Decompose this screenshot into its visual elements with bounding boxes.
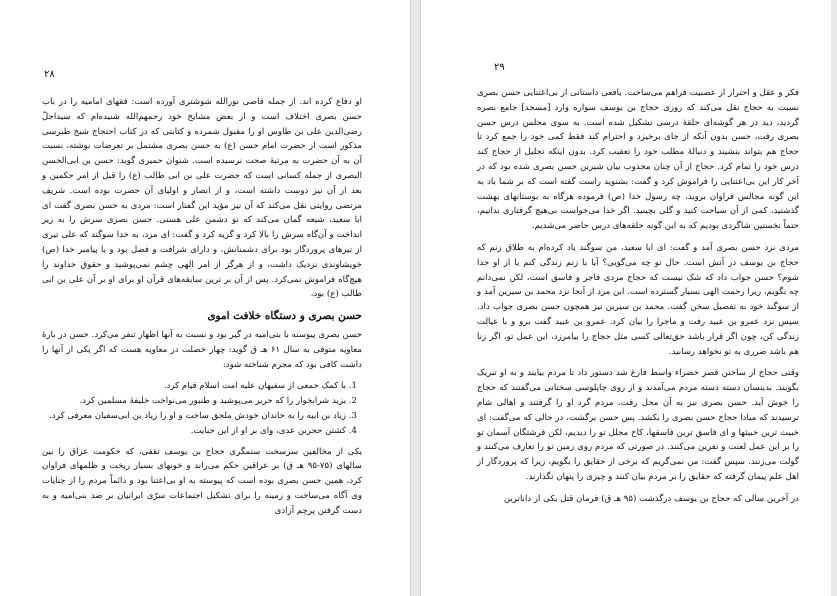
page-number: ۲۸ [44, 69, 55, 80]
numbered-list [42, 379, 362, 438]
section-heading: حسن بصری و دستگاه خلافت اموی [207, 310, 362, 323]
body-paragraph: وقتی حجاج از ساختن قصر خضراء واسط فارغ شد دستور داد تا مردم بیایند و به او تبریک بگویند. بدینسان دسته دسته مردم می‌آمدند و از روی چاپلوسی سخنانی می‌گفتند که حجاج را خوش آید. حسن بصری نیز به آن محل رفت. مردم گرد او را گرفتند و اهالی شام ترسیدند که مبادا حجاج حسن بصری را بکشد. پس حسن برگشت، در حالی که می‌گفت: ای خبیث ترین خبیثها و ای فاسق ترین فاسقها، کاخ مجلل تو را دیدیم، لکن فرشتگان آسمان تو را بر این عمل لعنت و نفرین می‌کنند. در صورتی که مردم روی زمین تو را تعارف می‌کنند و گولت می‌زنند. سپس گفت: من نمی‌گریم که برخی از حقایق را بگویم، زیرا که پروردگار از اهل علم پیمان گرفته که حقایق را بر مردم بیان کنند و چیزی را پنهان نگذارند. [477, 368, 799, 482]
body-paragraph: فکر و عقل و احتراز از عصبیت فراهم می‌ساخت. یافعی داستانی از بی‌اعتنایی حسن بصری نسبت به حجاج نقل می‌کند که روزی حجاج بن یوسف سواره وارد [مسجد] جامع بصره گردید، دید در هر گوشه‌ای حلقهٔ درسی تشکیل شده است. به سوی مجلس درس حسن بصری رفت، حسن بدون آنکه از جای برخیزد و احترام کند فقط کمی خود را جمع کرد تا حجاج هم بتواند بنشیند و دنبالهٔ مطلب خود را تعقیب کرد. بدون اینکه تجلیل از حجاج کند درس خود را تمام کرد. حجاج از آن چنان مجذوب بیان شیرین حسن بصری شده بود که در آخر کار این بی‌اعتنایی را فراموش کرد و گفت: بشنوید راست گفته است که بر شما باد به این گونه مجالس فراوان بروید، چه رسول خدا (ص) فرموده هرگاه به بوستانهای بهشت گذشتید، کمی از آن سیاحت کنید و گلی بچینید. اگر خدا می‌خواست بی‌هیچ گرفتاری ندانیم، حتماً نخستین شاگردی بودیم که به این گونه حلقه‌های درس حاضر می‌شدیم. [477, 88, 799, 232]
body-paragraph: مردی نزد حسن بصری آمد و گفت: ای ابا سعید، من سوگند یاد کرده‌ام به طلاق زنم که حجاج بن یوسف در آتش است. حال تو چه می‌گویی؟ آیا با زنم زندگی کنم یا از او جدا شوم؟ حسن جواب داد که شک نیست که حجاج مردی فاجر و فاسق است، لکن نمی‌دانم چه بگویم، زیرا رحمت الهی بسیار گسترده است. این مرد از آنجا نزد محمد بن سیرین آمد و از سوگند خود به تفصیل سخن گفت. محمد بن سیرین نیز همچون حسن بصری جواب داد. سپس نزد عمرو بن عبید رفت و ماجرا را بیان کرد. عمرو بن عبید گفت برو و با عیالت زندگی کن، چون اگر قرار باشد حق‌تعالی کسی مثل حجاج را بیامرزد، این عمل تو، اگر زنا هم باشد ضرری به تو نخواهد رسانید. [477, 242, 799, 357]
body-paragraph: او دفاع کرده اند. از جمله قاضی نورالله شوشتری آورده است: فقهای امامیه را در باب حسن بصری اختلاف است و از بعض مشایخ خود رحمهم‌الله شنیده‌ام که سیداجلّ رضی‌الدین علی بن طاوس او را مقبول شمرده و کتابتی که در کتاب احتجاج شیخ طبرسی مذکور است از حضرت امام حسن (ع) به حسن بصری مشتمل بر تعرضات نوشته، نسبت آن به آن حضرت به مرتبهٔ صحت نرسیده است. شنوان حمیری گوید: حسن بن ابی‌الحسن البصری از جمله کسانی است که حضرت علی بن ابی طالب (ع) را قبل از امر حکمین و بعد از آن نیز دوست داشته است، و از انصار و اولیای آن حضرت بوده است. شریف مرتضی روایتی نقل می‌کند که آن نیز مؤید این گفتار است: مردی به حسن بصری گفت ای ابا سعید، شیعه گمان می‌کند که تو دشمن علی هستی. حسن بصری سرش را به زیر انداخت و آن‌گاه سرش را بالا کرد و گریه کرد و گفت: ای مرد، به خدا سوگند که علی تیری از تیرهای پروردگار بود برای دشمنانش، و دارای شرافت و فضل بود و با پیامبر خدا (ص) خویشاوندی نزدیک داشت، و از هرگز از امر الهی چشم نمی‌پوشید و حقوق خداوند را هیچ‌گاه فراموش نمی‌کرد. پس از آن بر ترین سابقه‌های قرآن او برای او بر آن علی بن ابی طالب (ع) بود. [42, 97, 362, 300]
list-item: 2. یزید شرابخوار را که حریر می‌پوشید و طنبور می‌نواخت خلیفهٔ مسلمین کرد. [42, 394, 346, 409]
right-text-column [477, 86, 799, 507]
list-item: 4. کشتن حجربن عدی، وای بر او از این جنایت. [42, 424, 346, 439]
body-paragraph: یکی از مخالفین سرسخت ستمگری حجاج بن یوسف ثقفی، که حکومت عراق را بین سالهای (۷۵-۹۵ هـ ق) بر عراقین حکم می‌راند و خونهای بسیار ریخت و ظلمهای فراوان کرد، همین حسن بصری بوده است که پیوسته به او بی‌اعتنا بود و دائماً مردم را از جنایات وی آگاه می‌ساخت و زمینه را برای تشکیل اجتماعات سرّی ایرانیان بر ضد بنی‌امیه و به دست گرفتن پرچم آزادی [42, 446, 362, 516]
body-paragraph: حسن بصری پیوسته با بنی‌امیه در گیر بود و نسبت به آنها اظهار تنفر می‌کرد. حسن در بارهٔ معاویه متوفی به سال ۶۱ هـ ق گوید: چهار خصلت در معاویه هست که اگر یکی از آنها را داشت کافی بود که مجرم شناخته شود: [42, 329, 362, 370]
list-item: 3. زیاد بن ابیه را به خاندان خودش ملحق ساخت و او را زیاد بن ابی‌سفیان معرفی کرد. [42, 409, 346, 424]
body-paragraph: در آخرین سالی که حجاج بن یوسف درگذشت (۹۵ هـ ق) فرمان قتل یکی از داناترین [503, 493, 799, 504]
list-item: 1. با کمک جمعی از سفیهان علیه امت اسلام قیام کرد. [42, 379, 346, 394]
page-number: ۲۹ [494, 62, 505, 73]
left-text-column [42, 95, 362, 526]
left-page [0, 0, 411, 596]
